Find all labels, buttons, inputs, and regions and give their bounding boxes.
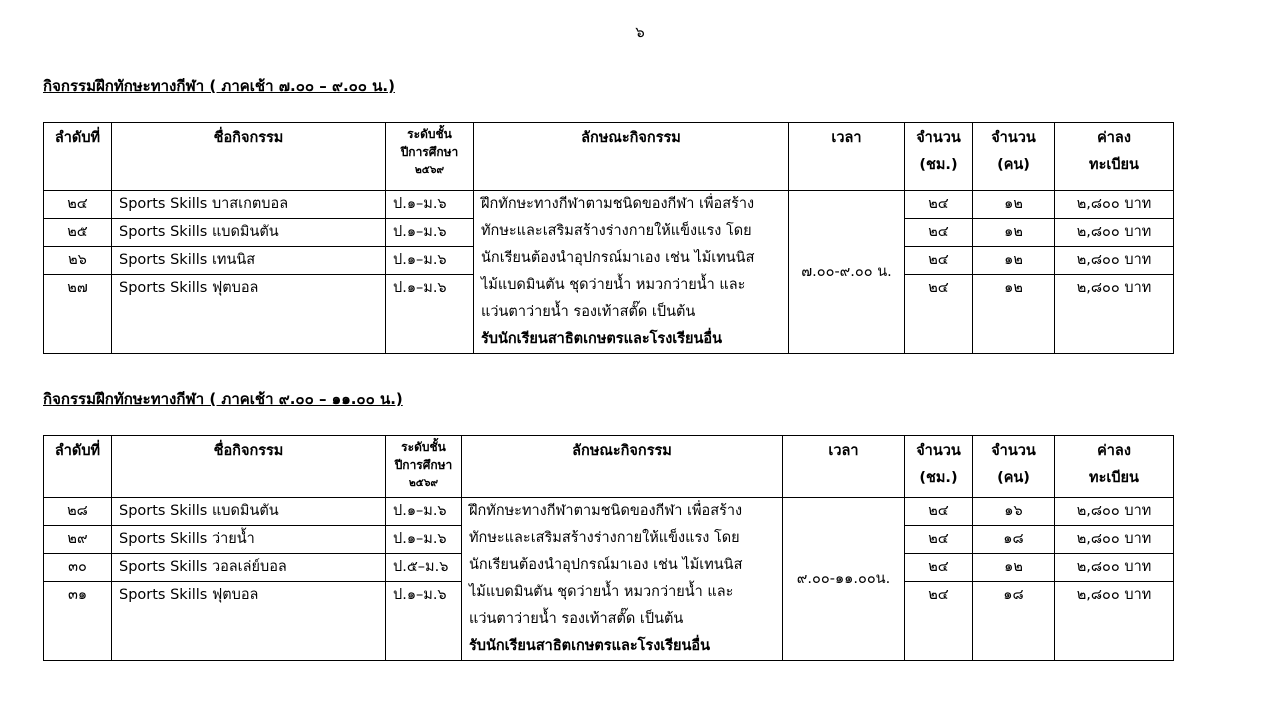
row-no: ๒๕ bbox=[44, 219, 112, 247]
activity-table-2 bbox=[43, 435, 1174, 661]
row-hours: ๒๔ bbox=[905, 554, 973, 582]
row-people: ๑๒ bbox=[973, 275, 1055, 354]
header-description: ลักษณะกิจกรรม bbox=[462, 436, 783, 498]
row-name: Sports Skills แบดมินตัน bbox=[112, 219, 386, 247]
row-fee: ๒,๘๐๐ บาท bbox=[1055, 498, 1174, 526]
row-level: ป.๑–ม.๖ bbox=[386, 498, 462, 526]
row-fee: ๒,๘๐๐ บาท bbox=[1055, 191, 1174, 219]
header-no: ลำดับที่ bbox=[44, 436, 112, 498]
row-hours: ๒๔ bbox=[905, 247, 973, 275]
header-level: ระดับชั้น ปีการศึกษา ๒๕๖๙ bbox=[386, 436, 462, 498]
header-hours: จำนวน (ชม.) bbox=[905, 123, 973, 191]
row-level: ป.๑–ม.๖ bbox=[386, 191, 474, 219]
row-name: Sports Skills วอลเล่ย์บอล bbox=[112, 554, 386, 582]
table-header-row bbox=[44, 123, 1174, 191]
section-title-morning-2: กิจกรรมฝึกทักษะทางกีฬา ( ภาคเช้า ๙.๐๐ – ๑๑.๐๐ น.) bbox=[43, 390, 403, 408]
row-level: ป.๑–ม.๖ bbox=[386, 247, 474, 275]
activity-time: ๗.๐๐-๙.๐๐ น. bbox=[789, 191, 905, 354]
row-name: Sports Skills แบดมินตัน bbox=[112, 498, 386, 526]
header-fee: ค่าลง ทะเบียน bbox=[1055, 123, 1174, 191]
header-people: จำนวน (คน) bbox=[973, 436, 1055, 498]
header-description: ลักษณะกิจกรรม bbox=[474, 123, 789, 191]
row-name: Sports Skills ฟุตบอล bbox=[112, 582, 386, 661]
row-people: ๑๒ bbox=[973, 554, 1055, 582]
row-no: ๒๔ bbox=[44, 191, 112, 219]
row-fee: ๒,๘๐๐ บาท bbox=[1055, 554, 1174, 582]
row-hours: ๒๔ bbox=[905, 191, 973, 219]
header-time: เวลา bbox=[783, 436, 905, 498]
row-level: ป.๕–ม.๖ bbox=[386, 554, 462, 582]
row-people: ๑๘ bbox=[973, 582, 1055, 661]
row-level: ป.๑–ม.๖ bbox=[386, 275, 474, 354]
table-row bbox=[44, 498, 1174, 526]
row-hours: ๒๔ bbox=[905, 498, 973, 526]
row-fee: ๒,๘๐๐ บาท bbox=[1055, 275, 1174, 354]
row-fee: ๒,๘๐๐ บาท bbox=[1055, 582, 1174, 661]
row-level: ป.๑–ม.๖ bbox=[386, 526, 462, 554]
page-number: ๖ bbox=[635, 23, 645, 41]
row-no: ๒๙ bbox=[44, 526, 112, 554]
header-time: เวลา bbox=[789, 123, 905, 191]
header-name: ชื่อกิจกรรม bbox=[112, 123, 386, 191]
table-row bbox=[44, 191, 1174, 219]
row-level: ป.๑–ม.๖ bbox=[386, 219, 474, 247]
row-name: Sports Skills เทนนิส bbox=[112, 247, 386, 275]
row-people: ๑๒ bbox=[973, 219, 1055, 247]
row-no: ๒๗ bbox=[44, 275, 112, 354]
row-fee: ๒,๘๐๐ บาท bbox=[1055, 219, 1174, 247]
header-no: ลำดับที่ bbox=[44, 123, 112, 191]
activity-table-1 bbox=[43, 122, 1174, 354]
row-no: ๒๘ bbox=[44, 498, 112, 526]
row-name: Sports Skills ว่ายน้ำ bbox=[112, 526, 386, 554]
row-fee: ๒,๘๐๐ บาท bbox=[1055, 247, 1174, 275]
row-name: Sports Skills บาสเกตบอล bbox=[112, 191, 386, 219]
activity-time: ๙.๐๐-๑๑.๐๐น. bbox=[783, 498, 905, 661]
header-level: ระดับชั้น ปีการศึกษา ๒๕๖๙ bbox=[386, 123, 474, 191]
header-people: จำนวน (คน) bbox=[973, 123, 1055, 191]
row-people: ๑๘ bbox=[973, 526, 1055, 554]
row-no: ๒๖ bbox=[44, 247, 112, 275]
section-title-morning-1: กิจกรรมฝึกทักษะทางกีฬา ( ภาคเช้า ๗.๐๐ – ๙.๐๐ น.) bbox=[43, 77, 395, 95]
row-hours: ๒๔ bbox=[905, 526, 973, 554]
row-level: ป.๑–ม.๖ bbox=[386, 582, 462, 661]
row-hours: ๒๔ bbox=[905, 275, 973, 354]
header-name: ชื่อกิจกรรม bbox=[112, 436, 386, 498]
row-no: ๓๑ bbox=[44, 582, 112, 661]
row-people: ๑๒ bbox=[973, 191, 1055, 219]
row-name: Sports Skills ฟุตบอล bbox=[112, 275, 386, 354]
table-header-row bbox=[44, 436, 1174, 498]
header-fee: ค่าลง ทะเบียน bbox=[1055, 436, 1174, 498]
row-no: ๓๐ bbox=[44, 554, 112, 582]
header-hours: จำนวน (ชม.) bbox=[905, 436, 973, 498]
row-people: ๑๖ bbox=[973, 498, 1055, 526]
activity-description: ฝึกทักษะทางกีฬาตามชนิดของกีฬา เพื่อสร้าง ทักษะและเสริมสร้างร่างกายให้แข็งแรง โดย นักเรียนต้องนำอุปกรณ์มาเอง เช่น ไม้เทนนิส ไม้แบดมินตัน ชุดว่ายน้ำ หมวกว่ายน้ำ และ แว่นตาว่ายน้ำ รองเท้าสตั๊ด เป็นต้น รับนักเรียนสาธิตเกษตรและโรงเรียนอื่น bbox=[474, 191, 789, 354]
row-fee: ๒,๘๐๐ บาท bbox=[1055, 526, 1174, 554]
activity-description: ฝึกทักษะทางกีฬาตามชนิดของกีฬา เพื่อสร้าง ทักษะและเสริมสร้างร่างกายให้แข็งแรง โดย นักเรียนต้องนำอุปกรณ์มาเอง เช่น ไม้เทนนิส ไม้แบดมินตัน ชุดว่ายน้ำ หมวกว่ายน้ำ และ แว่นตาว่ายน้ำ รองเท้าสตั๊ด เป็นต้น รับนักเรียนสาธิตเกษตรและโรงเรียนอื่น bbox=[462, 498, 783, 661]
row-hours: ๒๔ bbox=[905, 582, 973, 661]
row-hours: ๒๔ bbox=[905, 219, 973, 247]
row-people: ๑๒ bbox=[973, 247, 1055, 275]
